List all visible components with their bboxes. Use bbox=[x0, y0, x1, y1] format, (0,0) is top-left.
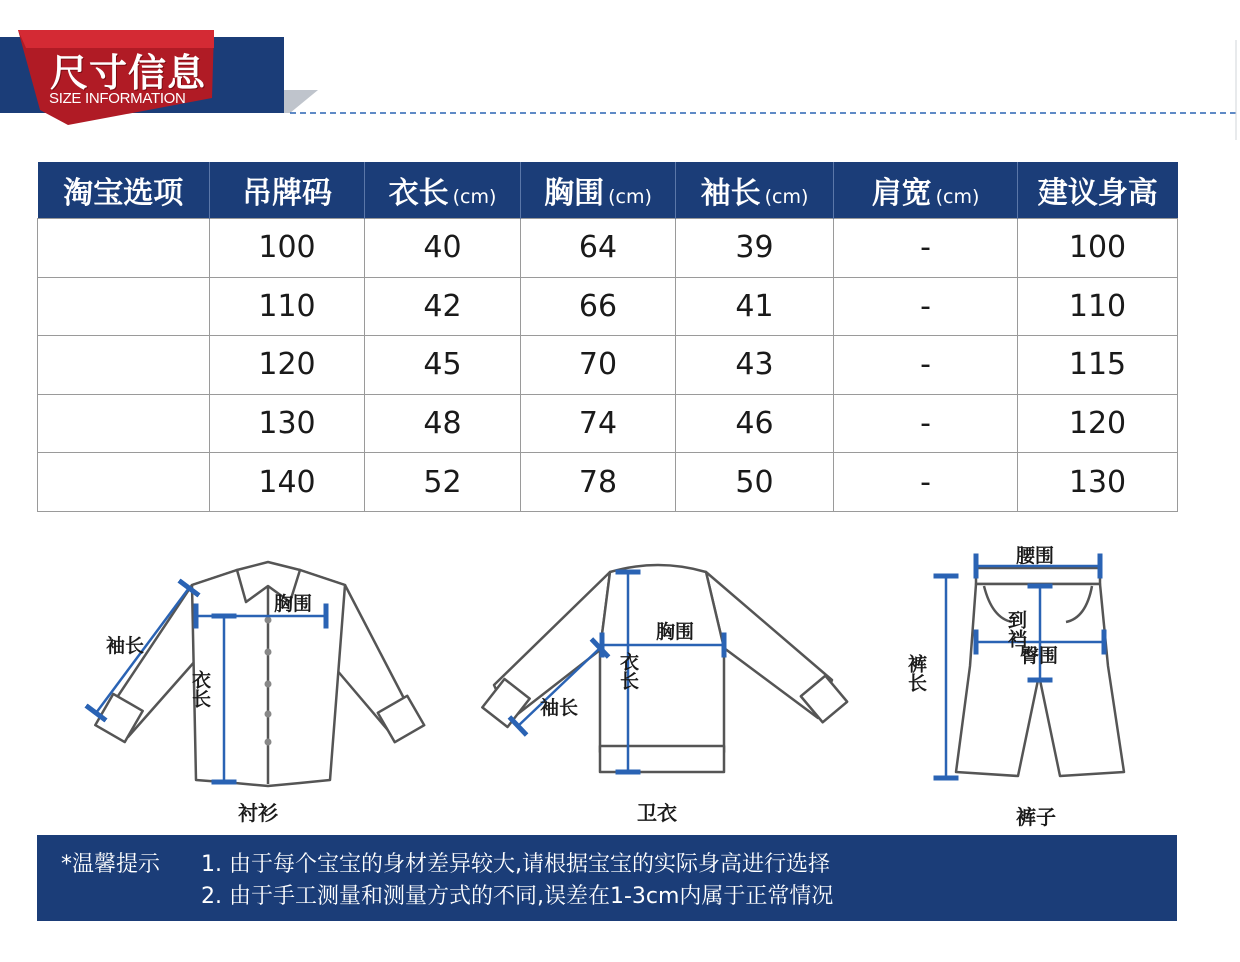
table-row bbox=[38, 453, 1178, 512]
table-row bbox=[38, 277, 1178, 336]
shirt-sleeve-label: 袖长 bbox=[106, 635, 145, 657]
table-cell bbox=[38, 336, 210, 395]
header-fold bbox=[284, 90, 318, 113]
table-cell: 120 bbox=[210, 336, 365, 395]
col-header-tag-size bbox=[210, 162, 365, 219]
table-cell: - bbox=[834, 277, 1018, 336]
table-cell: 52 bbox=[365, 453, 521, 512]
col-header-sleeve bbox=[676, 162, 834, 219]
table-cell: 48 bbox=[365, 394, 521, 453]
diagram-canvas bbox=[0, 530, 1240, 840]
table-cell: 64 bbox=[521, 219, 676, 278]
table-cell: 100 bbox=[1018, 219, 1178, 278]
hoodie-diagram bbox=[482, 565, 847, 772]
shirt-button bbox=[265, 617, 272, 624]
table-cell: 43 bbox=[676, 336, 834, 395]
table-cell bbox=[38, 394, 210, 453]
shirt-button bbox=[265, 681, 272, 688]
table-cell: 39 bbox=[676, 219, 834, 278]
table-cell: - bbox=[834, 219, 1018, 278]
table-cell: 120 bbox=[1018, 394, 1178, 453]
table-cell: 100 bbox=[210, 219, 365, 278]
table-cell: 115 bbox=[1018, 336, 1178, 395]
table-cell: - bbox=[834, 394, 1018, 453]
table-cell: 110 bbox=[1018, 277, 1178, 336]
table-cell: 66 bbox=[521, 277, 676, 336]
col-header-unit: (cm) bbox=[935, 186, 980, 208]
hoodie-chest-label: 胸围 bbox=[656, 621, 695, 643]
tips-title: *温馨提示 bbox=[61, 852, 161, 877]
table-cell: 45 bbox=[365, 336, 521, 395]
pants-rise-label: 到裆 bbox=[1005, 610, 1027, 648]
table-cell: 46 bbox=[676, 394, 834, 453]
col-header-label: 袖长 bbox=[700, 176, 761, 211]
col-header-unit: (cm) bbox=[608, 186, 652, 208]
col-header-unit: (cm) bbox=[452, 186, 497, 208]
table-cell: 41 bbox=[676, 277, 834, 336]
table-cell bbox=[38, 277, 210, 336]
col-header-label: 肩宽 bbox=[871, 176, 932, 211]
col-header-shoulder bbox=[834, 162, 1018, 219]
table-cell: 74 bbox=[521, 394, 676, 453]
table-cell: - bbox=[834, 336, 1018, 395]
tip-line-1: 1. 由于每个宝宝的身材差异较大,请根据宝宝的实际身高进行选择 bbox=[201, 852, 830, 877]
table-cell: 110 bbox=[210, 277, 365, 336]
table-row bbox=[38, 336, 1178, 395]
col-header-label: 淘宝选项 bbox=[63, 176, 184, 211]
pants-length-label: 裤长 bbox=[905, 654, 927, 692]
table-cell: 50 bbox=[676, 453, 834, 512]
size-table bbox=[37, 162, 1178, 512]
shirt-chest-label: 胸围 bbox=[274, 593, 313, 615]
table-cell bbox=[38, 453, 210, 512]
shirt-button bbox=[265, 649, 272, 656]
shirt-caption: 衬衫 bbox=[238, 801, 278, 825]
section-header bbox=[0, 0, 1240, 140]
table-cell bbox=[38, 219, 210, 278]
table-cell: 42 bbox=[365, 277, 521, 336]
shirt-length-label: 衣长 bbox=[189, 670, 211, 708]
pants-hip-label: 臀围 bbox=[1020, 645, 1059, 667]
table-cell: - bbox=[834, 453, 1018, 512]
col-header-taobao-option bbox=[38, 162, 210, 219]
pants-waistband bbox=[976, 568, 1100, 584]
hoodie-caption: 卫衣 bbox=[637, 801, 677, 825]
col-header-label: 胸围 bbox=[544, 176, 605, 211]
table-cell: 40 bbox=[365, 219, 521, 278]
col-header-unit: (cm) bbox=[764, 186, 809, 208]
pants-caption: 裤子 bbox=[1016, 805, 1056, 829]
hoodie-hem bbox=[600, 746, 724, 772]
tips-box bbox=[37, 835, 1177, 921]
table-header-row bbox=[38, 162, 1178, 219]
shirt-button bbox=[265, 739, 272, 746]
col-header-label: 吊牌码 bbox=[242, 176, 332, 211]
tip-line-2: 2. 由于手工测量和测量方式的不同,误差在1-3cm内属于正常情况 bbox=[201, 884, 834, 909]
table-row bbox=[38, 394, 1178, 453]
shirt-button bbox=[265, 711, 272, 718]
col-header-label: 衣长 bbox=[388, 176, 449, 211]
table-cell: 140 bbox=[210, 453, 365, 512]
col-header-length bbox=[365, 162, 521, 219]
col-header-label: 建议身高 bbox=[1037, 176, 1158, 211]
table-row bbox=[38, 219, 1178, 278]
table-cell: 130 bbox=[1018, 453, 1178, 512]
header-subtitle: SIZE INFORMATION bbox=[49, 90, 186, 107]
table-cell: 78 bbox=[521, 453, 676, 512]
hoodie-length-label: 衣长 bbox=[617, 652, 639, 690]
measurement-diagrams bbox=[0, 530, 1240, 840]
col-header-chest bbox=[521, 162, 676, 219]
table-cell: 70 bbox=[521, 336, 676, 395]
hoodie-sleeve-label: 袖长 bbox=[540, 697, 579, 719]
pants-waist-label: 腰围 bbox=[1016, 545, 1055, 567]
table-cell: 130 bbox=[210, 394, 365, 453]
header-title: 尺寸信息 bbox=[50, 51, 207, 95]
shirt-diagram bbox=[95, 562, 424, 786]
col-header-height bbox=[1018, 162, 1178, 219]
